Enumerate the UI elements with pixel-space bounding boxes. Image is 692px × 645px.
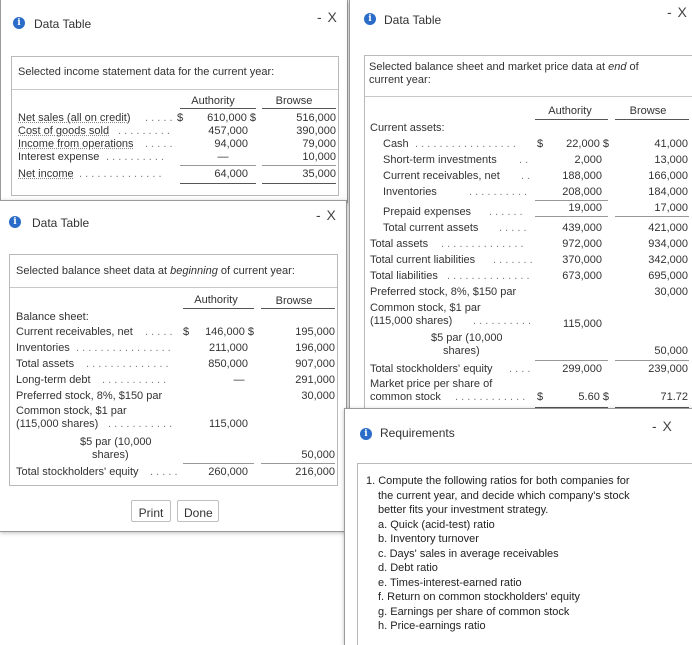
column-header-browse: Browse	[275, 295, 313, 307]
list-item: b. Inventory turnover	[378, 533, 479, 545]
table-row: Total stockholders' equity . . . . . 260,000 216,000	[16, 466, 335, 478]
info-icon: i	[9, 216, 21, 228]
table-row: Common stock, $1 par (115,000 shares) . . . . . . . . . . 115,000	[370, 302, 602, 330]
table-row: Preferred stock, 8%, $150 par 30,000	[16, 390, 335, 402]
window-controls[interactable]: - X	[652, 418, 673, 434]
table-row: Net sales (all on credit) . . . . . $ 610,000 $ 516,000	[18, 112, 336, 124]
income-data-table	[11, 56, 339, 196]
table-row: Total assets . . . . . . . . . . . . . . 972,000 934,000	[370, 238, 688, 250]
requirements-window	[344, 408, 692, 645]
table-row: Long-term debt . . . . . . . . . . . — 291,000	[16, 374, 335, 386]
table-row: Preferred stock, 8%, $150 par 30,000	[370, 286, 688, 298]
window-title: Data Table	[32, 216, 90, 230]
table-row: Current receivables, net . . . . . $ 146,000 $ 195,000	[16, 326, 335, 338]
column-header-authority: Authority	[191, 95, 235, 107]
list-item: better fits your investment strategy.	[378, 504, 549, 516]
list-item: 1. Compute the following ratios for both companies for	[366, 475, 630, 487]
window-title: Data Table	[384, 13, 442, 27]
list-item: f. Return on common stockholders' equity	[378, 591, 581, 603]
table-row: Common stock, $1 par (115,000 shares) . . . . . . . . . . . 115,000	[16, 405, 248, 430]
info-icon: i	[13, 17, 25, 29]
list-item: a. Quick (acid-test) ratio	[378, 518, 495, 531]
table-row: Prepaid expenses . . . . . . 19,000 17,000	[383, 202, 688, 218]
beginning-data-table	[9, 254, 338, 486]
row-label: Net sales (all on credit)	[18, 112, 131, 124]
beginning-balance-window	[0, 200, 347, 532]
window-controls[interactable]: - X	[317, 9, 338, 25]
row-label: Interest expense	[18, 151, 100, 163]
requirements-box	[357, 463, 692, 645]
column-header-browse: Browse	[629, 105, 667, 117]
table-row: Inventories . . . . . . . . . . 208,000 184,000	[383, 186, 688, 198]
table-row: Total current assets . . . . . 439,000 421,000	[383, 222, 688, 234]
column-header-authority: Authority	[548, 105, 592, 117]
table-row: $5 par (10,000 shares) 50,000	[431, 332, 688, 357]
info-icon: i	[364, 13, 376, 25]
income-statement-window	[0, 0, 348, 203]
section-label: Balance sheet:	[16, 311, 89, 323]
table-row: Short-term investments . . 2,000 13,000	[383, 154, 688, 166]
table-row: Cost of goods sold . . . . . . . . . 457,000 390,000	[18, 125, 336, 137]
table-row: Total liabilities . . . . . . . . . . . . . . 673,000 695,000	[370, 270, 688, 282]
row-label: Net income	[18, 168, 74, 180]
column-header-authority: Authority	[194, 294, 238, 306]
table-row: Interest expense . . . . . . . . . . — 10,000	[18, 151, 336, 163]
window-controls[interactable]: - X	[316, 207, 337, 223]
end-balance-window	[349, 0, 692, 431]
list-item: h. Price-earnings ratio	[378, 620, 486, 632]
list-item: c. Days' sales in average receivables	[378, 547, 559, 560]
info-icon: i	[360, 428, 372, 440]
table-row: Market price per share of common stock . . . . . . . . . . . . $ 5.60 $ 71.72	[370, 378, 688, 403]
table-caption: Selected balance sheet and market price data at end of	[369, 61, 639, 73]
table-row: Current receivables, net . . 188,000 166,000	[383, 170, 688, 182]
table-row: Income from operations . . . . . 94,000 79,000	[18, 138, 336, 150]
row-label: Income from operations	[18, 138, 134, 150]
list-item: e. Times-interest-earned ratio	[378, 576, 522, 589]
table-row: $5 par (10,000 shares) 50,000	[80, 436, 335, 461]
table-caption: Selected income statement data for the current year:	[18, 66, 275, 78]
table-row: Net income . . . . . . . . . . . . . . 64,000 35,000	[18, 168, 336, 180]
window-title: Requirements	[380, 426, 455, 440]
list-item: d. Debt ratio	[378, 562, 438, 574]
table-row: Total assets . . . . . . . . . . . . . . 850,000 907,000	[16, 358, 335, 370]
table-caption: Selected balance sheet data at beginning of current year:	[16, 265, 295, 277]
done-button[interactable]: Done	[177, 500, 219, 522]
window-controls[interactable]: - X	[667, 4, 688, 20]
window-title: Data Table	[34, 17, 92, 31]
section-label: Current assets:	[370, 122, 445, 134]
table-row: Inventories . . . . . . . . . . . . . . . . 211,000 196,000	[16, 342, 335, 354]
table-row: Total current liabilities . . . . . . . 370,000 342,000	[370, 254, 688, 266]
print-button[interactable]: Print	[131, 500, 171, 522]
list-item: g. Earnings per share of common stock	[378, 605, 570, 618]
list-item: the current year, and decide which company's stock	[378, 489, 630, 502]
row-label: Cost of goods sold	[18, 125, 110, 137]
column-header-browse: Browse	[275, 95, 313, 107]
table-row: Cash . . . . . . . . . . . . . . . . . $ 22,000 $ 41,000	[383, 138, 688, 150]
table-row: Total stockholders' equity . . . . 299,000 239,000	[370, 363, 688, 375]
end-data-table: Selected balance sheet and market price data at end of current year: Authority Browse Current assets: Cash . . . . . . . . . . . . . . . . . $ 22,000 $ 41,000 Short-term investments . . 2,000 13,000 Current receivables, net . . 188,000 166,000 Inventories . . . . . . . . . . 208,000 184,000 Prepaid expenses . . . . . . 19,000 17,000 Total current assets . . . . . 439,000 421,000 Total assets . . . . . . . . . . . . . . 972,000 934,000 Total current liabilities . . . . . . . 370,000 342,000 Total liabilities . . . . . . . . . . . . . . 673,000 695,000 Preferred stock, 8%, $150 par 30,000 Common stock, $1 par (115,000 shares) . . . . . . . . . . 115,000 $5 par (10,000 shares) 50,000 Total stockholders' equity . . . . 299,000 239,000 Market price per share of common stock . . . . . . . . . . . . $ 5.60 $ 71.72	[364, 55, 692, 417]
